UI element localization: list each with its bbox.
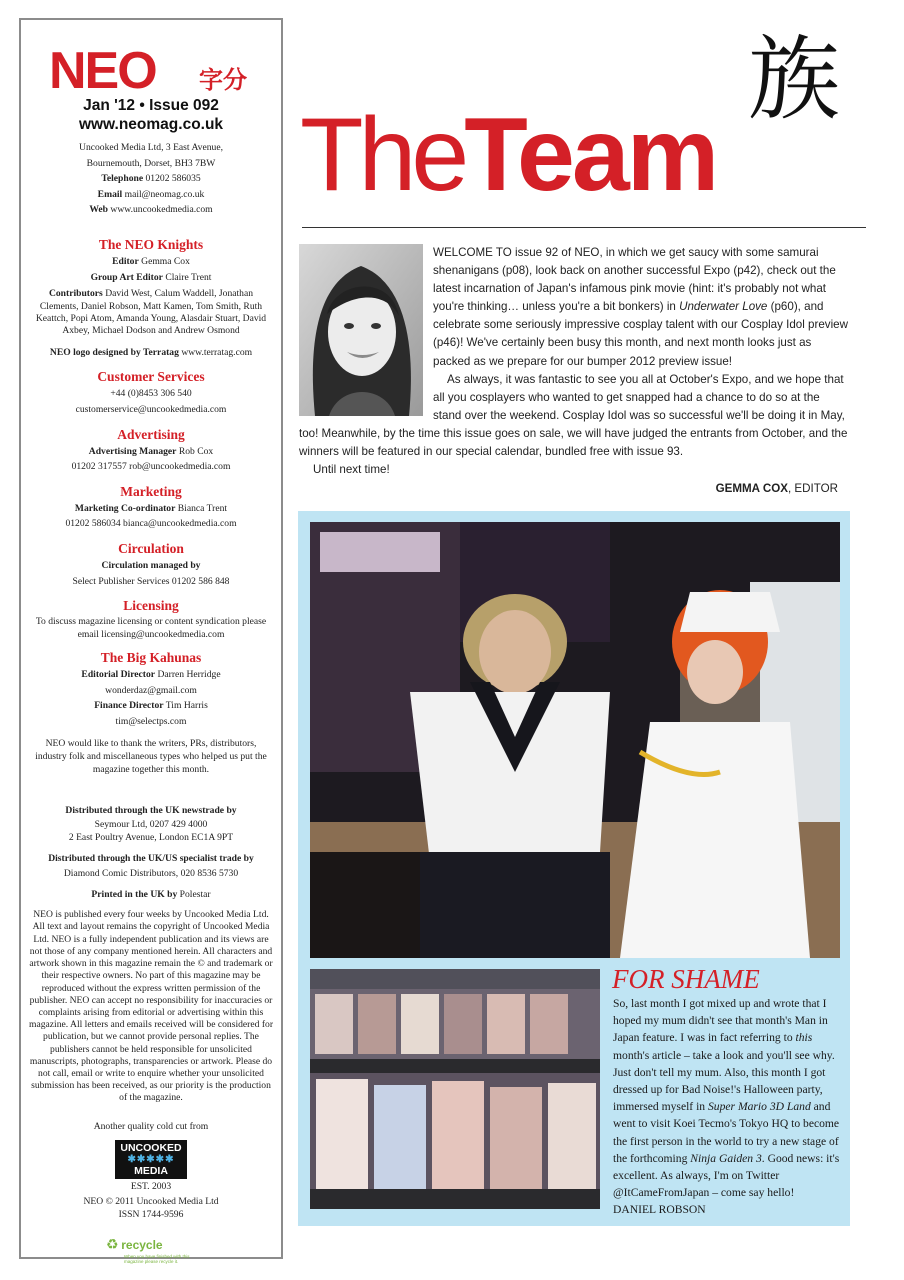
editor-line: Editor Gemma Cox: [112, 255, 190, 267]
editor-intro: [299, 244, 851, 479]
intro-paragraph-2: As always, it was fantastic to see you all at October's Expo, and we hope that all you cosplayers who wanted to get snapped had a chance to do so at the stand over the weekend. Cosplay Idol was so successful we'll be doing it in May, too! Meanwhile, by the time this issue goes on sale, we will have judged the entrants from October, and the winners will be featured in our special calendar, bundled free with issue 93.: [299, 372, 848, 459]
marketing-contact: 01202 586034 bianca@uncookedmedia.com: [65, 518, 237, 530]
web-line: Web www.uncookedmedia.com: [89, 204, 213, 216]
dist-uk-2: 2 East Poultry Avenue, London EC1A 9PT: [68, 832, 234, 844]
contributors-line: Contributors David West, Calum Waddell, Jonathan Clements, Daniel Robson, Matt Kamen, Tom Smith, Ruth Keattch, Popi Atom, Amanda Young, Alasdair Stuart, David Axbey, Michael Dodson and Andrew Osmond: [35, 288, 267, 337]
circulation-line: Select Publisher Services 01202 586 848: [72, 575, 230, 587]
issue-line: Jan '12 • Issue 092: [83, 97, 219, 114]
customer-email: customerservice@uncookedmedia.com: [75, 403, 227, 415]
circulation-heading: Circulation: [118, 540, 184, 556]
marketing-heading: Marketing: [120, 483, 182, 499]
copyright-line: NEO © 2011 Uncooked Media Ltd: [83, 1195, 219, 1207]
for-shame-text: [613, 995, 843, 1219]
advertising-heading: Advertising: [117, 426, 185, 442]
group-art-line: Group Art Editor Claire Trent: [90, 271, 212, 283]
fin-director-email: tim@selectps.com: [115, 715, 187, 727]
editor-portrait: [299, 244, 423, 416]
dist-spec-label: Distributed through the UK/US specialist trade by: [48, 853, 254, 865]
cosplay-photo: [310, 522, 840, 958]
telephone-line: Telephone 01202 586035: [101, 173, 201, 185]
licensing-heading: Licensing: [123, 598, 179, 614]
intro-paragraph-1: WELCOME TO issue 92 of NEO, in which we get saucy with some samurai shenanigans (p08), look back on another successful Expo (p42), check out the latest incarnation of Japan's infamous pink movie (hint: it's probably not what you're thinking… unless you're a bit bonkers) in Underwater Love (p60), and celebrate some seriously impressive cosplay talent with our Cosplay Idol preview (p46)! We've certainly been busy this month, and next month looks just as packed as we prepare for our bumper 2012 preview issue!: [433, 246, 848, 368]
ad-manager-line: Advertising Manager Rob Cox: [88, 445, 214, 457]
ed-director-email: wonderdaz@gmail.com: [105, 684, 197, 696]
circulation-label: Circulation managed by: [101, 559, 201, 571]
address-line-2: Bournemouth, Dorset, BH3 7BW: [86, 157, 216, 169]
editor-signature: GEMMA COX, EDITOR: [715, 482, 838, 495]
logo-kanji: 字分: [199, 66, 247, 94]
masthead-body: [29, 140, 273, 1264]
for-shame-heading: FOR SHAME: [612, 964, 760, 994]
est-line: EST. 2003: [130, 1181, 172, 1193]
licensing-line: To discuss magazine licensing or content syndication please email licensing@uncookedmedia.com: [35, 616, 267, 641]
for-shame-body: So, last month I got mixed up and wrote that I hoped my mum didn't see that month's Man in Japan feature. I was in fact referring to this month's article – take a look and you'll see why. Just don't tell my mum. Also, this month I got dressed up for Bad Noise!'s Halloween party, immersed myself in Super Mario 3D Land and went to visit Koei Tecmo's Tokyo HQ to become the first person in the world to try a new stage of the forthcoming Ninja Gaiden 3. Good news: it's excellent. As always, I'm on Twitter @ItCameFromJapan – come say hello!: [613, 997, 840, 1200]
for-shame-author: DANIEL ROBSON: [613, 1203, 706, 1217]
recycle-icon: ♻: [106, 1235, 119, 1252]
legal-notice: NEO is published every four weeks by Uncooked Media Ltd. All text and layout remains the copyright of Uncooked Media Ltd. NEO is a fully independent publication and its views are not those of any company mentioned herein. All characters and artwork shown in this magazine remain the © and trademark or their respective owners. No part of this magazine may be reproduced without the express written permission of the publisher. NEO can accept no responsibility for inaccuracies or complaints arising from editorial or advertising within this magazine. All letters and emails received will be considered for publication, but we cannot provide personal replies. The publishers cannot be held responsible for unsolicited manuscripts, photographs, transparencies or artwork. Please do not call, email or write to enquire whether your unsolicited submission has been received, as our priority is the production of the magazine.: [29, 909, 274, 1104]
ed-director-line: Editorial Director Darren Herridge: [81, 669, 221, 681]
issn-line: ISSN 1744-9596: [118, 1208, 184, 1220]
title-rule: [302, 227, 866, 228]
marketing-line: Marketing Co-ordinator Bianca Trent: [74, 502, 228, 514]
dist-uk-1: Seymour Ltd, 0207 429 4000: [94, 819, 208, 831]
fin-director-line: Finance Director Tim Harris: [94, 700, 208, 712]
masthead-panel: [19, 18, 283, 1265]
customer-heading: Customer Services: [97, 369, 205, 385]
kahunas-heading: The Big Kahunas: [100, 650, 202, 666]
printed-line: Printed in the UK by Polestar: [91, 888, 211, 900]
knights-heading: The NEO Knights: [98, 236, 204, 252]
email-line: Email mail@neomag.co.uk: [97, 188, 205, 200]
dist-spec: Diamond Comic Distributors, 020 8536 5730: [63, 867, 239, 879]
title-bold: Team: [464, 97, 717, 213]
ad-contact: 01202 317557 rob@uncookedmedia.com: [71, 461, 231, 473]
thanks-note: NEO would like to thank the writers, PRs, distributors, industry folk and miscellaneous types who helped us put the magazine together this month.: [35, 737, 267, 775]
dvd-shelf-photo: [310, 969, 600, 1209]
logo-design-line: NEO logo designed by Terratag www.terratag.com: [49, 346, 253, 358]
cold-cut-line: Another quality cold cut from: [93, 1120, 209, 1132]
page-title: [300, 98, 716, 213]
website-line[interactable]: www.neomag.co.uk: [78, 116, 224, 133]
neo-logo: [49, 44, 249, 94]
customer-phone: +44 (0)8453 306 540: [110, 388, 192, 400]
address-line-1: Uncooked Media Ltd, 3 East Avenue,: [79, 142, 223, 153]
recycle-logo: ♻ recycle When you have finished with this magazine please recycle it.: [106, 1235, 190, 1265]
uncooked-media-logo: UNCOOKED ✱✱✱✱✱ MEDIA: [115, 1140, 187, 1179]
dist-uk-label: Distributed through the UK newstrade by: [65, 804, 237, 816]
logo-text: NEO: [49, 44, 156, 94]
title-kanji: 族: [748, 26, 841, 133]
intro-paragraph-3: Until next time!: [313, 463, 390, 477]
title-light: The: [300, 97, 465, 213]
